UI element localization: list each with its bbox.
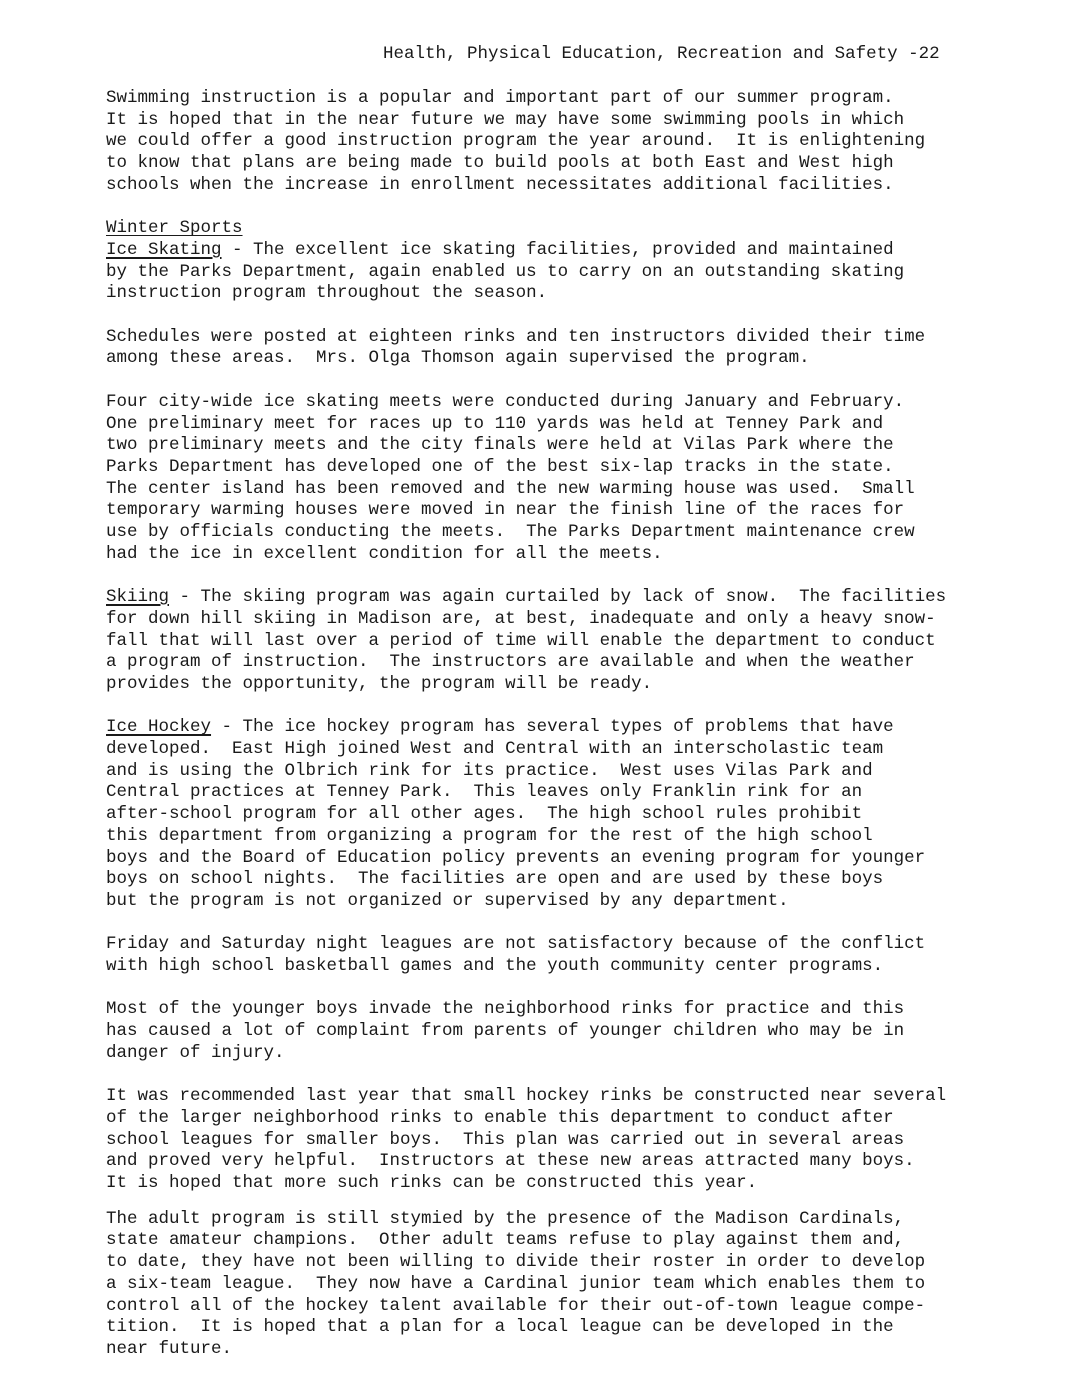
paragraph-leagues <box>106 934 966 977</box>
text-line: near future. <box>106 1338 233 1359</box>
text-line: with high school basketball games and the youth community center programs. <box>106 956 884 977</box>
text-line: and is using the Olbrich rink for its practice. West uses Vilas Park and <box>106 760 873 781</box>
text-line: by the Parks Department, again enabled us to carry on an outstanding skating <box>106 261 905 282</box>
text-line: It is hoped that in the near future we may have some swimming pools in which <box>106 109 905 130</box>
text-line: fall that will last over a period of time will enable the department to conduct <box>106 630 936 651</box>
text-line: and proved very helpful. Instructors at these new areas attracted many boys. <box>106 1151 915 1172</box>
paragraph-younger-boys <box>106 999 966 1064</box>
subheading-skiing: Skiing <box>106 587 170 608</box>
subheading-ice-hockey: Ice Hockey <box>106 717 212 738</box>
text-line: had the ice in excellent condition for all the meets. <box>106 543 663 564</box>
paragraph-recommended <box>106 1086 966 1195</box>
text-line: instruction program throughout the season. <box>106 283 548 304</box>
text-span: - The ice hockey program has several types of problems that have <box>211 717 894 738</box>
text-line: a six-team league. They now have a Cardinal junior team which enables them to <box>106 1273 926 1294</box>
page-header: Health, Physical Education, Recreation and Safety -22 <box>383 44 940 64</box>
text-line: schools when the increase in enrollment necessitates additional facilities. <box>106 174 894 195</box>
text-line: after-school program for all other ages. The high school rules prohibit <box>106 804 863 825</box>
text-line <box>106 717 966 739</box>
text-line: of the larger neighborhood rinks to enable this department to conduct after <box>106 1107 894 1128</box>
section-heading-winter-sports: Winter Sports <box>106 218 243 239</box>
text-line: to know that plans are being made to build pools at both East and West high <box>106 153 894 174</box>
text-line: Central practices at Tenney Park. This leaves only Franklin rink for an <box>106 782 863 803</box>
paragraph-adult-program <box>106 1209 966 1361</box>
text-line: tition. It is hoped that a plan for a local league can be developed in the <box>106 1317 894 1338</box>
text-line: boys on school nights. The facilities are open and are used by these boys <box>106 869 884 890</box>
text-line: developed. East High joined West and Central with an interscholastic team <box>106 739 884 760</box>
subheading-ice-skating: Ice Skating <box>106 239 222 260</box>
text-line: has caused a lot of complaint from parents of younger children who may be in <box>106 1021 905 1042</box>
paragraph-ice-skating <box>106 240 966 305</box>
paragraph-schedules <box>106 327 966 370</box>
paragraph-swimming <box>106 88 966 197</box>
page-body <box>106 88 966 1361</box>
text-line: but the program is not organized or supervised by any department. <box>106 890 789 911</box>
text-line: a program of instruction. The instructors are available and when the weather <box>106 652 915 673</box>
text-line: we could offer a good instruction program the year around. It is enlightening <box>106 131 926 152</box>
text-line: use by officials conducting the meets. The Parks Department maintenance crew <box>106 522 915 543</box>
text-line: for down hill skiing in Madison are, at best, inadequate and only a heavy snow- <box>106 608 936 629</box>
text-line: provides the opportunity, the program will be ready. <box>106 673 653 694</box>
text-line: this department from organizing a program for the rest of the high school <box>106 825 873 846</box>
text-line: Friday and Saturday night leagues are not satisfactory because of the conflict <box>106 934 926 955</box>
text-line: One preliminary meet for races up to 110 yards was held at Tenney Park and <box>106 413 884 434</box>
text-line: control all of the hockey talent available for their out-of-town league compe- <box>106 1295 926 1316</box>
text-line: danger of injury. <box>106 1042 285 1063</box>
text-span: - The skiing program was again curtailed by lack of snow. The facilities <box>169 587 947 608</box>
text-line: two preliminary meets and the city finals were held at Vilas Park where the <box>106 435 894 456</box>
text-span: - The excellent ice skating facilities, provided and maintained <box>221 239 894 260</box>
text-line: among these areas. Mrs. Olga Thomson again supervised the program. <box>106 348 810 369</box>
text-line: Parks Department has developed one of the best six-lap tracks in the state. <box>106 456 894 477</box>
text-line: school leagues for smaller boys. This plan was carried out in several areas <box>106 1129 905 1150</box>
text-line: Four city-wide ice skating meets were conducted during January and February. <box>106 391 905 412</box>
paragraph-ice-hockey <box>106 717 966 912</box>
text-line: temporary warming houses were moved in near the finish line of the races for <box>106 500 905 521</box>
text-line: Most of the younger boys invade the neighborhood rinks for practice and this <box>106 999 905 1020</box>
text-line: to date, they have not been willing to divide their roster in order to develop <box>106 1252 926 1273</box>
text-line: Schedules were posted at eighteen rinks and ten instructors divided their time <box>106 326 926 347</box>
paragraph-skiing <box>106 587 966 696</box>
text-line: boys and the Board of Education policy prevents an evening program for younger <box>106 847 926 868</box>
text-line: The center island has been removed and the new warming house was used. Small <box>106 478 915 499</box>
text-line: state amateur champions. Other adult teams refuse to play against them and, <box>106 1230 905 1251</box>
text-line <box>106 587 966 609</box>
text-line <box>106 240 966 262</box>
text-line: It was recommended last year that small hockey rinks be constructed near several <box>106 1086 947 1107</box>
text-line: The adult program is still stymied by the presence of the Madison Cardinals, <box>106 1208 905 1229</box>
text-line: Swimming instruction is a popular and important part of our summer program. <box>106 88 894 108</box>
text-line: It is hoped that more such rinks can be constructed this year. <box>106 1173 758 1194</box>
paragraph-meets <box>106 392 966 566</box>
